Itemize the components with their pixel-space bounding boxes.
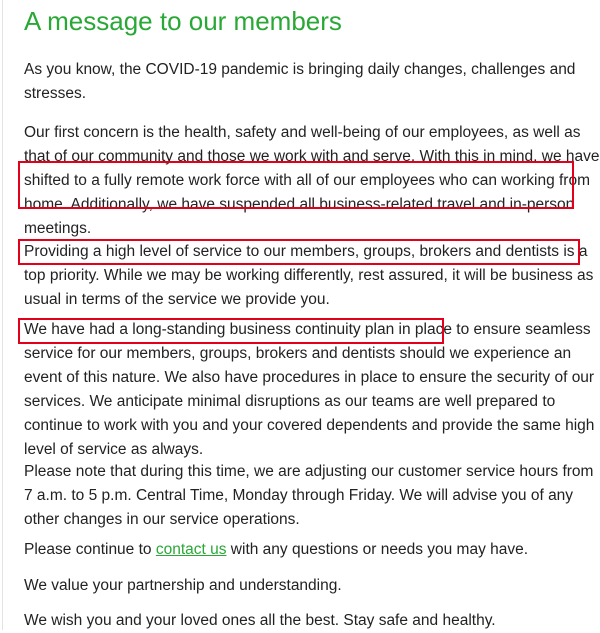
text-line: shifted to a fully remote work force with all of our employees who can working from [24, 172, 590, 189]
text-line [24, 538, 580, 562]
text-line: service for our members, groups, brokers and dentists should we experience an [24, 345, 572, 362]
text-line: usual in terms of the service we provide you. [24, 291, 330, 308]
paragraph-partnership [24, 574, 580, 598]
page-left-border [2, 0, 3, 630]
paragraph-contact [24, 538, 580, 562]
text-line: As you know, the COVID-19 pandemic is bringing daily changes, challenges and [24, 61, 576, 78]
text-line: home. Additionally, we have suspended all business-related travel and in-person [24, 196, 575, 213]
paragraph-service-priority [24, 240, 594, 312]
text-line: continue to work with you and your covered dependents and provide the same high [24, 417, 595, 434]
text-line: level of service as always. [24, 441, 204, 458]
paragraph-continuity-plan [24, 318, 595, 462]
text-line: that of our community and those we work with and serve. With this in mind, we have [24, 148, 600, 165]
contact-us-link[interactable]: contact us [155, 541, 227, 558]
text-line: We wish you and your loved ones all the best. Stay safe and healthy. [24, 612, 496, 629]
text-line: top priority. While we may be working differently, rest assured, it will be business as [24, 267, 594, 284]
page-title: A message to our members [24, 6, 342, 36]
text-line: services. We anticipate minimal disruptions as our teams are well prepared to [24, 393, 556, 410]
paragraph-health-safety [24, 121, 600, 241]
text-line: other changes in our service operations. [24, 511, 300, 528]
text-line: meetings. [24, 220, 92, 237]
contact-text-after: with any questions or needs you may have. [226, 541, 529, 558]
text-line: 7 a.m. to 5 p.m. Central Time, Monday through Friday. We will advise you of any [24, 487, 574, 504]
text-line: stresses. [24, 85, 87, 102]
text-line: Please note that during this time, we are adjusting our customer service hours from [24, 463, 594, 480]
text-line: Our first concern is the health, safety and well-being of our employees, as well as [24, 124, 581, 141]
paragraph-closing [24, 609, 580, 633]
contact-text-before: Please continue to [24, 541, 156, 558]
paragraph-service-hours [24, 460, 594, 532]
text-line: event of this nature. We also have procedures in place to ensure the security of our [24, 369, 595, 386]
text-line: Providing a high level of service to our members, groups, brokers and dentists is a [24, 243, 588, 260]
paragraph-intro [24, 58, 580, 106]
text-line: We value your partnership and understanding. [24, 577, 342, 594]
text-line: We have had a long-standing business continuity plan in place to ensure seamless [24, 321, 591, 338]
